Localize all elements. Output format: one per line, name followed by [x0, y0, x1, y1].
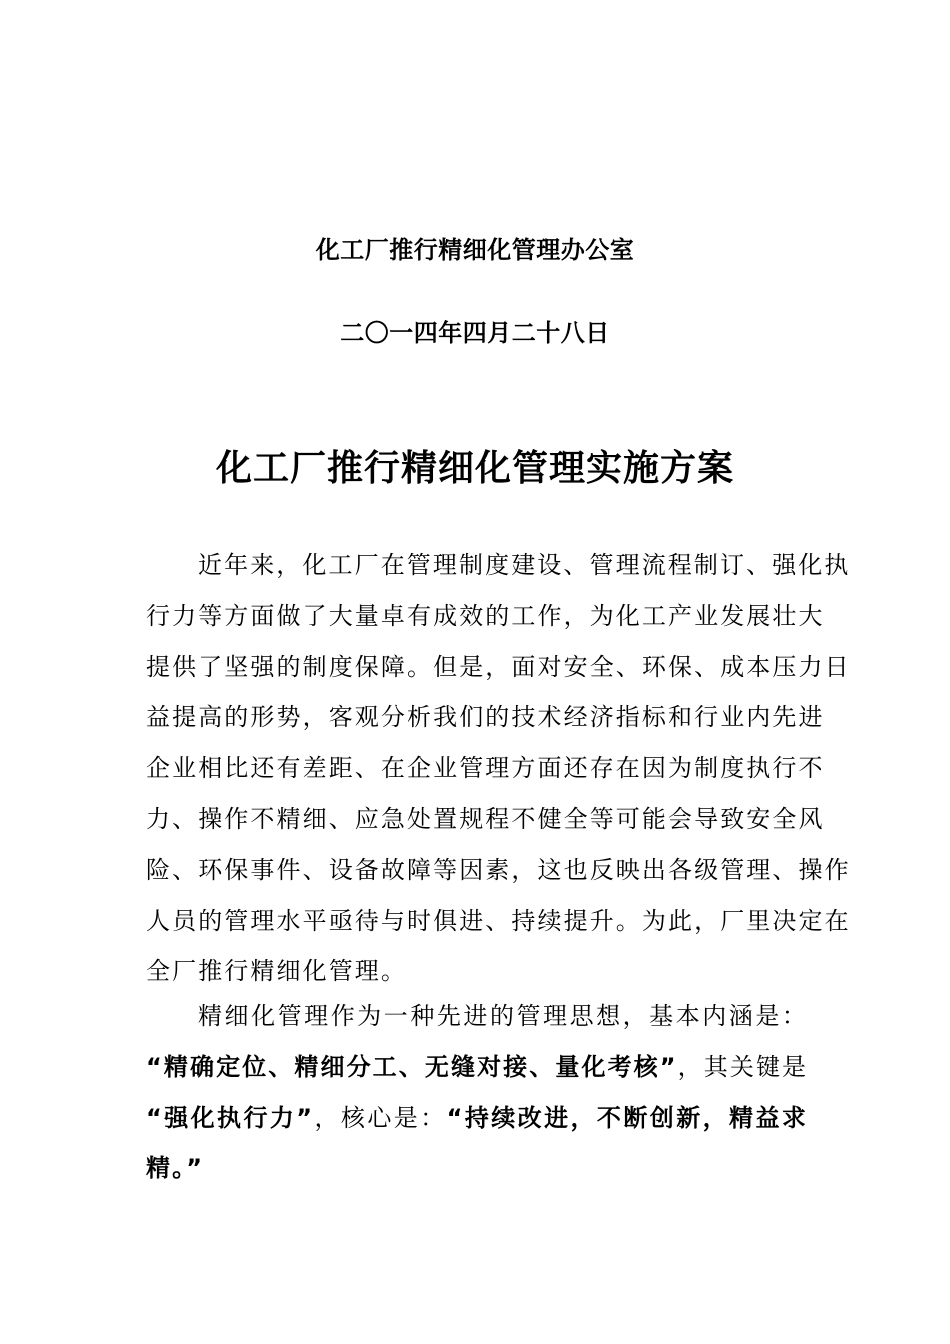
paragraph-line: 益提高的形势，客观分析我们的技术经济指标和行业内先进 — [146, 703, 825, 732]
issue-date: 二〇一四年四月二十八日 — [340, 319, 610, 347]
paragraph-line — [146, 1042, 808, 1093]
paragraph-intro — [146, 540, 851, 997]
paragraph-line: 企业相比还有差距、在企业管理方面还存在因为制度执行不 — [146, 754, 825, 783]
document-title: 化工厂推行精细化管理实施方案 — [215, 447, 734, 489]
paragraph-line: 力、操作不精细、应急处置规程不健全等可能会导致安全风 — [146, 804, 825, 833]
paragraph-line: 提供了坚强的制度保障。但是，面对安全、环保、成本压力日 — [146, 652, 851, 681]
key-phrase-connotation: “精确定位、精细分工、无缝对接、量化考核” — [146, 1052, 678, 1081]
paragraph-line: 近年来，化工厂在管理制度建设、管理流程制订、强化执 — [198, 551, 851, 579]
paragraph-definition — [146, 991, 808, 1194]
paragraph-line — [146, 1093, 808, 1144]
paragraph-line — [146, 1143, 808, 1194]
paragraph-line: 行力等方面做了大量卓有成效的工作，为化工产业发展壮大 — [146, 601, 825, 630]
text-segment: ，核心是： — [314, 1103, 447, 1132]
key-phrase-execution: “强化执行力” — [146, 1103, 315, 1132]
key-phrase-core: “持续改进，不断创新，精益求 — [446, 1103, 808, 1132]
paragraph-line: 全厂推行精细化管理。 — [146, 957, 407, 986]
paragraph-line: 险、环保事件、设备故障等因素，这也反映出各级管理、操作 — [146, 855, 851, 884]
issuing-organization: 化工厂推行精细化管理办公室 — [315, 236, 635, 264]
key-phrase-core-end: 精。” — [146, 1154, 205, 1183]
paragraph-line: 精细化管理作为一种先进的管理思想，基本内涵是： — [198, 1002, 808, 1030]
paragraph-line: 人员的管理水平亟待与时俱进、持续提升。为此，厂里决定在 — [146, 906, 851, 935]
text-segment: ，其关键是 — [677, 1052, 809, 1081]
